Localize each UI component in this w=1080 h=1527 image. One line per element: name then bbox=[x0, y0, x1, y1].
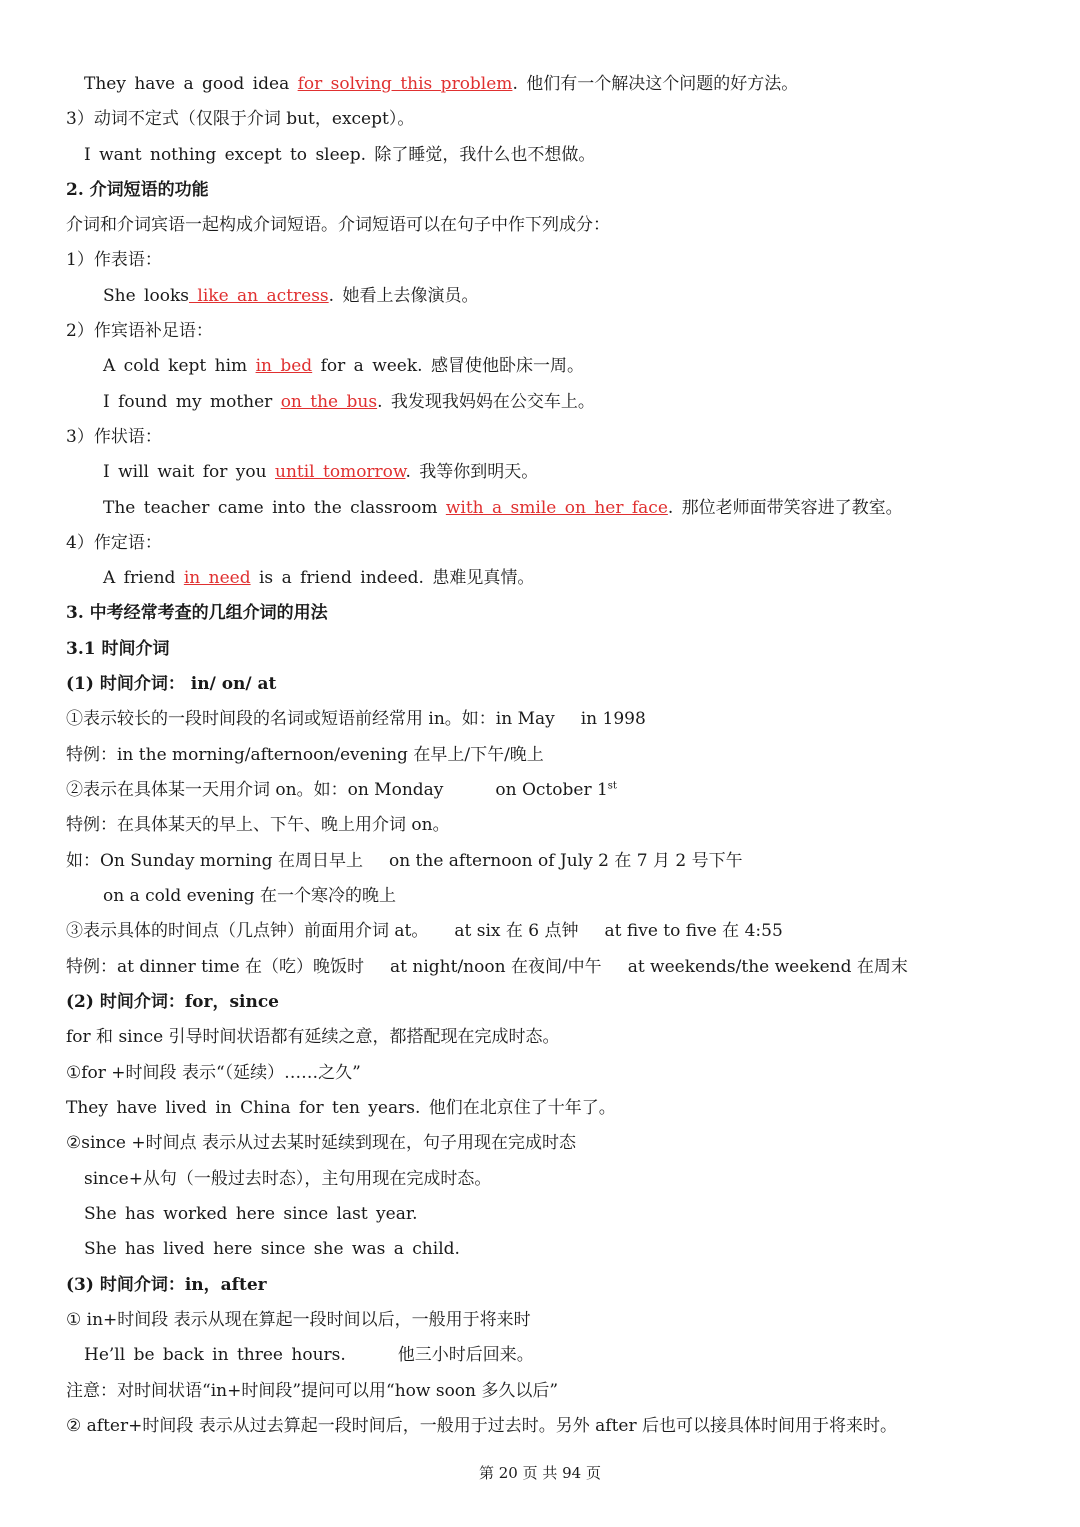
example-sentence: He’ll be back in three hours. 他三小时后回来。 bbox=[84, 1345, 534, 1365]
rule-text: 特例：在具体某天的早上、下午、晚上用介词 on。 bbox=[66, 815, 450, 835]
rule-text: ①for +时间段 表示“（延续）……之久” bbox=[66, 1063, 361, 1083]
rule-text: since+从句（一般过去时态），主句用现在完成时态。 bbox=[84, 1169, 492, 1189]
example-sentence: I will wait for you until tomorrow. 我等你到明天。 bbox=[103, 462, 539, 482]
superscript: st bbox=[607, 780, 617, 792]
rule-text: ③表示具体的时间点（几点钟）前面用介词 at。 at six 在 6 点钟 at five to five 在 4:55 bbox=[66, 921, 783, 941]
paragraph: 介词和介词宾语一起构成介词短语。介词短语可以在句子中作下列成分： bbox=[66, 215, 610, 235]
example-sentence: I found my mother on the bus. 我发现我妈妈在公交车上。 bbox=[103, 392, 595, 412]
list-item: 3）动词不定式（仅限于介词 but，except）。 bbox=[66, 109, 415, 129]
subsection-heading: (1) 时间介词： in/ on/ at bbox=[66, 674, 277, 694]
highlighted-phrase: in need bbox=[183, 568, 251, 588]
note-text: 注意：对时间状语“in+时间段”提问可以用“how soon 多久以后” bbox=[66, 1381, 559, 1401]
list-item: 1）作表语： bbox=[66, 250, 162, 270]
example-sentence: 如：On Sunday morning 在周日早上 on the afternoon of July 2 在 7 月 2 号下午 bbox=[66, 851, 743, 871]
highlighted-phrase: with a smile on her face bbox=[445, 498, 668, 518]
rule-text: ②since +时间点 表示从过去某时延续到现在，句子用现在完成时态 bbox=[66, 1133, 576, 1153]
section-heading: 3. 中考经常考查的几组介词的用法 bbox=[66, 603, 328, 623]
example-sentence: A friend in need is a friend indeed. 患难见真情。 bbox=[103, 568, 535, 588]
paragraph: for 和 since 引导时间状语都有延续之意，都搭配现在完成时态。 bbox=[66, 1027, 560, 1047]
subsection-heading: 3.1 时间介词 bbox=[66, 639, 170, 659]
highlighted-phrase: like an actress bbox=[189, 286, 329, 306]
list-item: 2）作宾语补足语： bbox=[66, 321, 213, 341]
page-footer: 第 20 页 共 94 页 bbox=[478, 1464, 601, 1482]
example-sentence: A cold kept him in bed for a week. 感冒使他卧床一周。 bbox=[103, 356, 584, 376]
example-sentence: She has lived here since she was a child. bbox=[84, 1239, 460, 1259]
rule-text: 特例：at dinner time 在（吃）晚饭时 at night/noon 在夜间/中午 at weekends/the weekend 在周末 bbox=[66, 957, 908, 977]
example-sentence: They have lived in China for ten years. 他们在北京住了十年了。 bbox=[66, 1098, 616, 1118]
highlighted-phrase: for solving this problem bbox=[297, 74, 513, 94]
example-sentence: The teacher came into the classroom with a smile on her face. 那位老师面带笑容进了教室。 bbox=[103, 498, 903, 518]
example-sentence: on a cold evening 在一个寒冷的晚上 bbox=[103, 886, 396, 906]
list-item: 3）作状语： bbox=[66, 427, 162, 447]
rule-text: ①表示较长的一段时间段的名词或短语前经常用 in。如：in May in 1998 bbox=[66, 709, 646, 729]
rule-text: ②表示在具体某一天用介词 on。如：on Monday on October 1st bbox=[66, 780, 617, 800]
highlighted-phrase: in bed bbox=[255, 356, 313, 376]
highlighted-phrase: until tomorrow bbox=[275, 462, 406, 482]
list-item: 4）作定语： bbox=[66, 533, 162, 553]
rule-text: 特例：in the morning/afternoon/evening 在早上/下午/晚上 bbox=[66, 745, 544, 765]
example-sentence: They have a good idea for solving this problem. 他们有一个解决这个问题的好方法。 bbox=[84, 74, 799, 94]
rule-text: ② after+时间段 表示从过去算起一段时间后，一般用于过去时。另外 after 后也可以接具体时间用于将来时。 bbox=[66, 1416, 897, 1436]
rule-text: ① in+时间段 表示从现在算起一段时间以后，一般用于将来时 bbox=[66, 1310, 531, 1330]
highlighted-phrase: on the bus bbox=[280, 392, 378, 412]
example-sentence: She has worked here since last year. bbox=[84, 1204, 418, 1224]
subsection-heading: (3) 时间介词：in，after bbox=[66, 1275, 267, 1295]
example-sentence: She looks like an actress. 她看上去像演员。 bbox=[103, 286, 479, 306]
subsection-heading: (2) 时间介词：for，since bbox=[66, 992, 279, 1012]
example-sentence: I want nothing except to sleep. 除了睡觉，我什么也不想做。 bbox=[84, 145, 596, 165]
section-heading: 2. 介词短语的功能 bbox=[66, 180, 209, 200]
